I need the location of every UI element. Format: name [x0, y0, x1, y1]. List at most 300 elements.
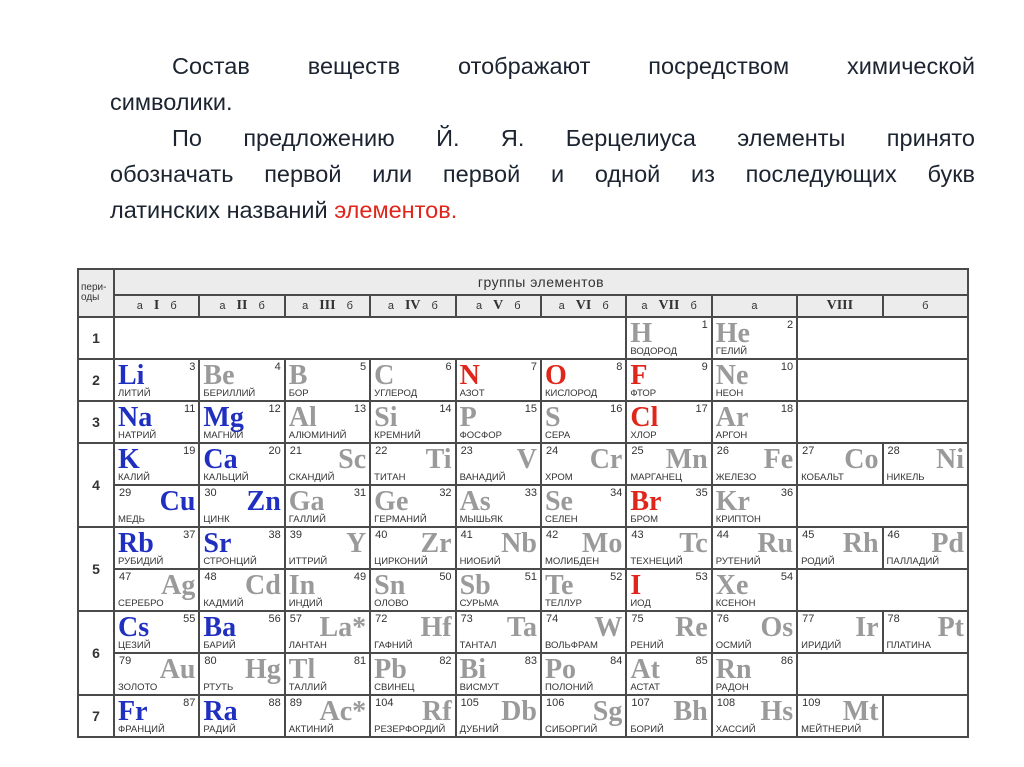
element-symbol: Fe	[763, 444, 794, 475]
sub-a-label: а	[136, 300, 143, 312]
element-Rh	[798, 528, 881, 568]
element-symbol: In	[288, 570, 316, 601]
paragraph-2-line-3	[110, 192, 975, 228]
element-symbol: Ac*	[319, 696, 367, 727]
element-Sr	[200, 528, 283, 568]
element-symbol: Bh	[673, 696, 708, 727]
element-Db	[457, 696, 540, 736]
element-F	[627, 360, 710, 400]
element-cell	[199, 653, 284, 695]
element-Rb	[115, 528, 198, 568]
element-cell	[199, 611, 284, 653]
element-Ne	[713, 360, 796, 400]
element-name: АСТАТ	[630, 682, 660, 693]
element-symbol: Tl	[288, 654, 316, 685]
element-cell	[541, 527, 626, 569]
period-number: 4	[78, 443, 114, 527]
element-name: СИБОРГИЙ	[544, 724, 598, 735]
period-number: 5	[78, 527, 114, 611]
element-C	[371, 360, 454, 400]
element-cell	[456, 401, 541, 443]
atomic-number: 32	[439, 487, 452, 499]
element-cell	[370, 401, 455, 443]
element-name: ФОСФОР	[459, 430, 502, 441]
element-cell	[199, 695, 284, 737]
element-name: НАТРИЙ	[118, 430, 157, 441]
element-cell	[456, 485, 541, 527]
empty-cell	[797, 359, 968, 401]
atomic-number: 52	[610, 571, 623, 583]
group-header-7	[626, 295, 711, 317]
element-Cs	[115, 612, 198, 652]
element-name: ГЕЛИЙ	[715, 346, 748, 357]
element-symbol: Al	[288, 402, 317, 433]
element-cell	[797, 695, 882, 737]
element-symbol: He	[715, 318, 750, 349]
element-symbol: Te	[544, 570, 574, 601]
element-cell	[370, 443, 455, 485]
empty-cell	[797, 401, 968, 443]
element-symbol: C	[374, 360, 395, 391]
atomic-number: 85	[695, 655, 708, 667]
element-name: НИКЕЛЬ	[886, 472, 925, 483]
table-row	[78, 443, 968, 485]
element-name: АРГОН	[715, 430, 748, 441]
atomic-number: 43	[631, 529, 644, 541]
element-name: МАГНИЙ	[203, 430, 244, 441]
element-cell	[114, 527, 199, 569]
element-K	[115, 444, 198, 484]
table-row	[78, 317, 968, 359]
element-Ta	[457, 612, 540, 652]
element-symbol: Rb	[118, 528, 154, 559]
atomic-number: 79	[119, 655, 132, 667]
group-numeral: III	[319, 298, 336, 313]
element-name: РЕНИЙ	[630, 640, 664, 651]
element-Tl	[286, 654, 369, 694]
element-cell	[370, 611, 455, 653]
element-symbol: Cs	[118, 612, 150, 643]
element-name: ФТОР	[630, 388, 657, 399]
element-name: ХЛОР	[630, 430, 657, 441]
sub-a-label: а	[387, 300, 394, 312]
periods-header: пери-оды	[78, 269, 114, 317]
element-symbol: Sc	[338, 444, 367, 475]
paragraph-2-highlight: элементов.	[334, 197, 458, 223]
element-symbol: Ta	[506, 612, 537, 643]
element-Fr	[115, 696, 198, 736]
element-cell	[285, 569, 370, 611]
element-Cu	[115, 486, 198, 526]
element-name: КИСЛОРОД	[544, 388, 598, 399]
group-header-4	[370, 295, 455, 317]
atomic-number: 22	[375, 445, 388, 457]
element-cell	[114, 485, 199, 527]
atomic-number: 12	[268, 403, 281, 415]
element-name: БОРИЙ	[630, 724, 664, 735]
element-cell	[199, 527, 284, 569]
atomic-number: 8	[616, 361, 623, 373]
element-name: ХАССИЙ	[715, 724, 756, 735]
element-symbol: Tc	[679, 528, 708, 559]
element-cell	[883, 611, 968, 653]
element-symbol: B	[288, 360, 308, 391]
element-symbol: Pb	[374, 654, 407, 685]
element-name: МЕДЬ	[118, 514, 145, 525]
element-cell	[626, 611, 711, 653]
element-cell	[626, 527, 711, 569]
element-name: РАДИЙ	[203, 724, 236, 735]
group-header-8b	[883, 295, 968, 317]
sub-a-label: а	[475, 300, 483, 312]
sub-a-label: а	[641, 300, 648, 312]
element-symbol: Rn	[715, 654, 752, 685]
element-cell	[541, 611, 626, 653]
element-symbol: Fr	[118, 696, 148, 727]
element-cell	[199, 359, 284, 401]
element-cell	[285, 527, 370, 569]
atomic-number: 89	[289, 697, 303, 709]
element-symbol: Li	[118, 360, 145, 391]
atomic-number: 56	[268, 613, 281, 625]
atomic-number: 19	[183, 445, 196, 457]
element-symbol: Hf	[420, 612, 452, 643]
table-row	[78, 653, 968, 695]
element-Rn	[713, 654, 796, 694]
atomic-number: 21	[289, 445, 303, 457]
element-Tc	[627, 528, 710, 568]
element-symbol: Ne	[715, 360, 749, 391]
element-symbol: Ni	[936, 444, 964, 475]
slide-text	[110, 48, 975, 228]
element-cell	[797, 527, 882, 569]
paragraph-1-line-2: символики.	[110, 89, 233, 115]
element-name: ЛАНТАН	[288, 640, 327, 651]
empty-cell	[883, 695, 968, 737]
element-symbol: Na	[118, 402, 153, 433]
paragraph-2-line-2: обозначать первой или первой и одной из последующих букв	[110, 161, 975, 187]
element-cell	[712, 653, 797, 695]
element-cell	[114, 569, 199, 611]
period-number: 1	[78, 317, 114, 359]
group-numeral: IV	[404, 298, 421, 313]
group-numeral: VII	[658, 298, 680, 313]
atomic-number: 40	[375, 529, 388, 541]
atomic-number: 1	[701, 319, 708, 331]
element-symbol: F	[630, 360, 648, 391]
sub-b-label: б	[170, 300, 177, 312]
element-cell	[541, 569, 626, 611]
element-symbol: Ga	[288, 486, 325, 517]
element-Nb	[457, 528, 540, 568]
element-cell	[883, 527, 968, 569]
sub-b-label: б	[258, 300, 265, 312]
sub-b-label: б	[346, 300, 353, 312]
element-Pt	[884, 612, 967, 652]
element-name: БОР	[288, 388, 309, 399]
element-cell	[541, 443, 626, 485]
element-symbol: Cu	[159, 486, 196, 517]
element-name: ФРАНЦИЙ	[118, 724, 165, 735]
atomic-number: 9	[701, 361, 708, 373]
atomic-number: 7	[530, 361, 537, 373]
table-row	[78, 359, 968, 401]
atomic-number: 87	[183, 697, 196, 709]
element-He	[713, 318, 796, 358]
element-symbol: Pt	[937, 612, 964, 643]
element-name: КРЕМНИЙ	[374, 430, 421, 441]
atomic-number: 106	[545, 697, 565, 709]
atomic-number: 45	[802, 529, 815, 541]
element-cell	[541, 359, 626, 401]
element-cell	[456, 653, 541, 695]
element-cell	[285, 695, 370, 737]
element-symbol: Ir	[855, 612, 879, 643]
atomic-number: 108	[716, 697, 736, 709]
element-W	[542, 612, 625, 652]
element-symbol: Cr	[589, 444, 623, 475]
atomic-number: 23	[460, 445, 473, 457]
element-name: СТРОНЦИЙ	[203, 556, 257, 567]
element-name: МАРГАНЕЦ	[630, 472, 682, 483]
element-name: НЕОН	[715, 388, 744, 399]
element-Co	[798, 444, 881, 484]
element-name: НИОБИЙ	[459, 556, 501, 567]
atomic-number: 14	[439, 403, 452, 415]
element-Mo	[542, 528, 625, 568]
element-cell	[883, 443, 968, 485]
element-cell	[712, 611, 797, 653]
empty-cell	[797, 569, 968, 611]
element-La	[286, 612, 369, 652]
element-cell	[199, 401, 284, 443]
element-name: КАДМИЙ	[203, 598, 244, 609]
element-cell	[626, 485, 711, 527]
atomic-number: 27	[802, 445, 815, 457]
element-cell	[199, 569, 284, 611]
element-symbol: Mn	[665, 444, 708, 475]
atomic-number: 36	[780, 487, 794, 499]
atomic-number: 51	[524, 571, 537, 583]
element-cell	[370, 527, 455, 569]
element-Kr	[713, 486, 796, 526]
element-Ra	[200, 696, 283, 736]
paragraph-1-line-1: Состав веществ отображают посредством химической	[172, 53, 975, 79]
atomic-number: 50	[439, 571, 452, 583]
element-symbol: H	[630, 318, 653, 349]
element-name: РАДОН	[715, 682, 749, 693]
element-symbol: Bi	[459, 654, 487, 685]
element-symbol: Sg	[592, 696, 623, 727]
atomic-number: 78	[887, 613, 900, 625]
atomic-number: 5	[360, 361, 367, 373]
element-Sg	[542, 696, 625, 736]
atomic-number: 53	[695, 571, 708, 583]
element-symbol: K	[118, 444, 140, 475]
element-symbol: N	[459, 360, 480, 391]
element-name: СЕЛЕН	[544, 514, 578, 525]
element-Sb	[457, 570, 540, 610]
group-header-1	[114, 295, 199, 317]
element-Ar	[713, 402, 796, 442]
element-cell	[797, 443, 882, 485]
element-cell	[712, 569, 797, 611]
element-name: ВАНАДИЙ	[459, 472, 506, 483]
element-Zn	[200, 486, 283, 526]
periodic-table	[77, 268, 969, 738]
element-Mn	[627, 444, 710, 484]
element-cell	[712, 317, 797, 359]
element-cell	[712, 527, 797, 569]
period-number: 6	[78, 611, 114, 695]
period-number: 7	[78, 695, 114, 737]
element-Ba	[200, 612, 283, 652]
element-cell	[114, 695, 199, 737]
element-symbol: La*	[319, 612, 367, 643]
atomic-number: 76	[716, 613, 729, 625]
group-header-5	[456, 295, 541, 317]
element-symbol: Zn	[246, 486, 281, 517]
element-name: ЖЕЛЕЗО	[715, 472, 757, 483]
element-symbol: S	[544, 402, 561, 433]
element-name: ТАЛЛИЙ	[288, 682, 327, 693]
element-symbol: I	[630, 570, 642, 601]
element-name: ЛИТИЙ	[118, 388, 151, 399]
group-header-8	[797, 295, 882, 317]
element-cell	[370, 569, 455, 611]
sub-b-label: б	[514, 300, 521, 312]
element-symbol: Ge	[374, 486, 409, 517]
element-name: РУБИДИЙ	[118, 556, 164, 567]
group-header-8a	[712, 295, 797, 317]
element-name: БЕРИЛЛИЙ	[203, 388, 256, 399]
element-symbol: Nb	[501, 528, 537, 559]
group-header-3	[285, 295, 370, 317]
atomic-number: 16	[610, 403, 623, 415]
element-cell	[456, 695, 541, 737]
atomic-number: 83	[524, 655, 537, 667]
element-cell	[114, 443, 199, 485]
element-Pb	[371, 654, 454, 694]
element-cell	[285, 653, 370, 695]
element-cell	[370, 359, 455, 401]
table-row	[78, 695, 968, 737]
element-Mt	[798, 696, 881, 736]
sub-b-label: б	[602, 300, 609, 312]
empty-cell	[797, 653, 968, 695]
element-cell	[114, 401, 199, 443]
element-name: ВИСМУТ	[459, 682, 500, 693]
element-Mg	[200, 402, 283, 442]
element-name: ПАЛЛАДИЙ	[886, 556, 940, 567]
element-symbol: Ba	[203, 612, 237, 643]
element-symbol: Co	[844, 444, 879, 475]
atomic-number: 88	[268, 697, 281, 709]
element-Ag	[115, 570, 198, 610]
element-name: СЕРЕБРО	[118, 598, 164, 609]
element-name: ЦИНК	[203, 514, 230, 525]
atomic-number: 17	[695, 403, 708, 415]
element-Se	[542, 486, 625, 526]
element-symbol: Kr	[715, 486, 750, 517]
atomic-number: 39	[289, 529, 303, 541]
group-numeral: VIII	[826, 298, 854, 313]
element-symbol: Hg	[245, 654, 281, 685]
element-name: КРИПТОН	[715, 514, 761, 525]
element-cell	[626, 695, 711, 737]
atomic-number: 41	[460, 529, 473, 541]
element-Au	[115, 654, 198, 694]
sub-a-label: а	[751, 300, 758, 312]
atomic-number: 42	[545, 529, 559, 541]
atomic-number: 38	[268, 529, 281, 541]
element-cell	[285, 401, 370, 443]
element-name: РТУТЬ	[203, 682, 234, 693]
atomic-number: 75	[631, 613, 644, 625]
element-Re	[627, 612, 710, 652]
element-Al	[286, 402, 369, 442]
element-name: ВОЛЬФРАМ	[544, 640, 598, 651]
element-Cl	[627, 402, 710, 442]
element-Ga	[286, 486, 369, 526]
atomic-number: 54	[780, 571, 794, 583]
element-Hg	[200, 654, 283, 694]
atomic-number: 15	[524, 403, 537, 415]
element-cell	[626, 443, 711, 485]
element-name: РЕЗЕРФОРДИЙ	[374, 724, 446, 735]
element-Os	[713, 612, 796, 652]
atomic-number: 84	[610, 655, 623, 667]
element-Pd	[884, 528, 967, 568]
element-Y	[286, 528, 369, 568]
atomic-number: 30	[204, 487, 217, 499]
element-name: ПОЛОНИЙ	[544, 682, 594, 693]
atomic-number: 55	[183, 613, 196, 625]
element-symbol: Db	[501, 696, 537, 727]
atomic-number: 35	[695, 487, 708, 499]
element-Po	[542, 654, 625, 694]
element-symbol: Ru	[757, 528, 794, 559]
element-Ca	[200, 444, 283, 484]
group-numeral: II	[236, 298, 248, 313]
element-name: ЗОЛОТО	[118, 682, 158, 693]
atomic-number: 109	[802, 697, 821, 709]
element-cell	[797, 611, 882, 653]
element-Si	[371, 402, 454, 442]
element-Sc	[286, 444, 369, 484]
paragraph-2-plain: латинских названий	[110, 197, 335, 223]
empty-cell	[797, 485, 968, 527]
element-Ru	[713, 528, 796, 568]
element-symbol: Mt	[842, 696, 879, 727]
element-symbol: V	[516, 444, 537, 475]
element-Br	[627, 486, 710, 526]
period-number: 3	[78, 401, 114, 443]
element-Na	[115, 402, 198, 442]
element-Xe	[713, 570, 796, 610]
element-cell	[370, 653, 455, 695]
element-name: КАЛИЙ	[118, 472, 150, 483]
atomic-number: 10	[780, 361, 794, 373]
element-name: АКТИНИЙ	[288, 724, 334, 735]
element-Hf	[371, 612, 454, 652]
element-name: СКАНДИЙ	[288, 472, 335, 483]
element-name: ИОД	[630, 598, 651, 609]
group-numeral: V	[493, 298, 504, 313]
element-Ac	[286, 696, 369, 736]
table-row	[78, 485, 968, 527]
atomic-number: 57	[289, 613, 303, 625]
